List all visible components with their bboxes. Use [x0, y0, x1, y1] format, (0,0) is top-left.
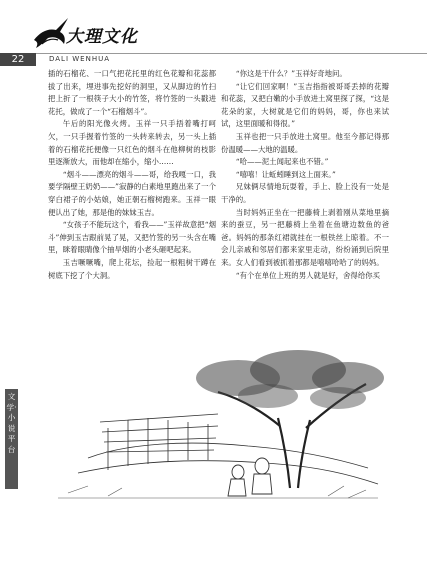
right-text-column [221, 68, 389, 282]
bird-logo-icon [30, 14, 70, 52]
left-text-column [48, 68, 216, 282]
page-header [0, 0, 427, 78]
logo-title: 大理文化 [66, 27, 138, 47]
ink-illustration [48, 348, 388, 508]
paragraph: 兄妹俩尽情地玩耍着，手上、脸上没有一处是干净的。 [221, 182, 389, 204]
paragraph: “女孩子不能玩这个，看我——”玉祥故意把“烟斗”伸到玉吉跟前晃了晃，又把竹签的另一头含在嘴里，眯着眼睛像个抽旱烟的小老头砸吧起来。 [48, 220, 216, 255]
section-side-label: 文学·小说平台 [6, 392, 17, 454]
page-number: 22 [11, 54, 25, 65]
paragraph: 玉祥也把一只手放进土窝里。他至今都记得那份温暖——大地的温暖。 [221, 131, 389, 154]
paragraph: 玉吉噘噘嘴，爬上花坛，捡起一根粗树干蹲在树底下挖了个大洞。 [48, 257, 216, 280]
paragraph: “哈——泥土闻起来也不错。” [235, 157, 329, 167]
paragraph: 午后的阳光像火烤。玉祥一只手捂着嘴打呵欠，一只手握着竹签的一头转来转去，另一头上插着的石榴花托便像一只红色的烟斗在他柳树的枝影里逐渐放大，而他却在缩小，缩小…… [48, 119, 216, 167]
paragraph: “嘻嘻！让蚯蚓睡到这上面来。” [235, 169, 336, 179]
paragraph: “烟斗——漂亮的烟斗——哥，给我嘎一口，我要学隔壁王奶奶——”寂静的白素地里跑出来了一个穿白裙子的小姑娘，她正朝石榴树跑来。玉祥一眼便认出了她，那是他的妹妹玉吉。 [48, 169, 216, 217]
paragraph: 插的石榴花、一口气把花托里的红色花瓣和花蕊都拔了出来，埋进事先挖好的洞里，又从脚边的竹扫把上折了一根筷子大小的竹签，将竹签的一头戳进花托，做成了一个“石榴烟斗”。 [48, 69, 216, 116]
paragraph: “让它们回家啊！”玉吉指指被哥哥丢掉的花瓣和花蕊，又把白嫩的小手放进土窝里探了探，“这是花朵的家，大树就是它们的妈妈，哥，你也来试试，这里面暖和得很。” [221, 81, 389, 129]
paragraph: 当时妈妈正坐在一把藤椅上剥着刚从菜地里摘来的蚕豆，另一把藤椅上坐着在鱼塘边数鱼的爸爸。妈妈的那条红裙就挂在一根铁丝上晾着。不一会儿亲戚和邻居们都来家里走动，纷纷涌到后院里来。女人们看到被抓着那都是嘻嘻哈哈了的妈妈。 [221, 207, 389, 267]
header-subtitle: DALI WENHUA [49, 55, 111, 63]
paragraph: “有个在单位上班的男人就是好，舍得给你买 [235, 270, 380, 280]
paragraph: “你这是干什么？”玉祥好奇地问。 [235, 69, 347, 78]
header-rule [36, 53, 427, 54]
